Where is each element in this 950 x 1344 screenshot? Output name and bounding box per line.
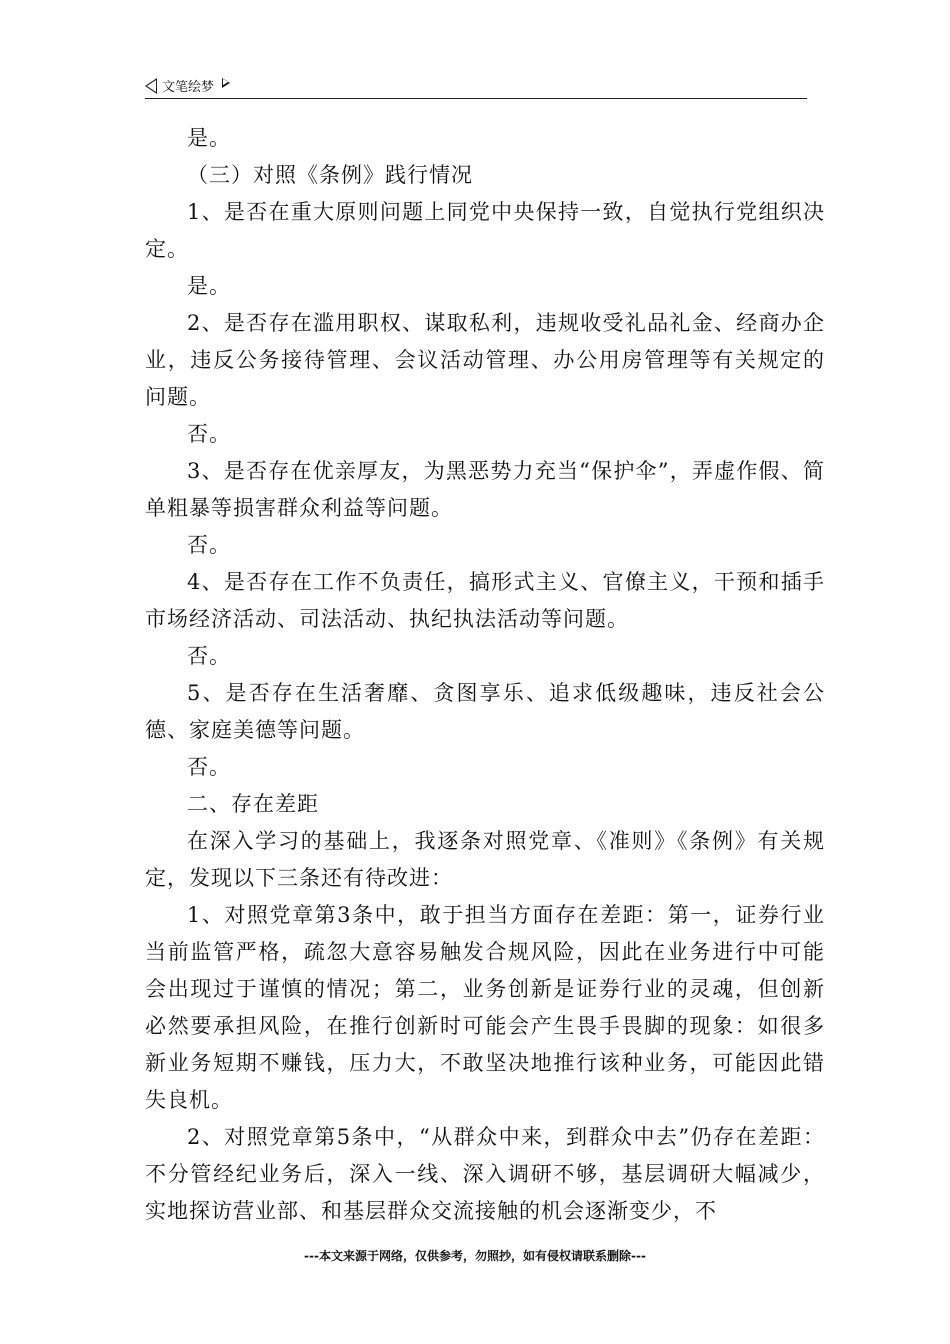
paragraph: 2、对照党章第5条中，“从群众中来，到群众中去”仍存在差距：不分管经纪业务后，深入一线、深入调研不够，基层调研大幅减少，实地探访营业部、和基层群众交流接触的机会逐渐变少，不 — [145, 1125, 825, 1223]
paragraph: 5、是否存在生活奢靡、贪图享乐、追求低级趣味，违反社会公德、家庭美德等问题。 — [145, 681, 825, 742]
paragraph: 3、是否存在优亲厚友，为黑恶势力充当“保护伞”，弄虚作假、简单粗暴等损害群众利益等问题。 — [145, 459, 825, 520]
document-body — [145, 120, 825, 1230]
header-title: 文笔绘梦 — [162, 80, 215, 95]
paragraph: 否。 — [187, 422, 231, 446]
page-header — [145, 74, 807, 99]
header-brand — [145, 76, 230, 95]
section-heading: （三）对照《条例》践行情况 — [187, 163, 473, 187]
paragraph: 否。 — [187, 755, 231, 779]
page-footer: ---本文来源于网络，仅供参考，勿照抄，如有侵权请联系删除--- — [304, 1249, 646, 1263]
paragraph: 2、是否存在滥用职权、谋取私利，违规收受礼品礼金、经商办企业，违反公务接待管理、会议活动管理、办公用房管理等有关规定的问题。 — [145, 311, 825, 409]
paragraph: 1、是否在重大原则问题上同党中央保持一致，自觉执行党组织决定。 — [145, 200, 825, 261]
section-heading: 二、存在差距 — [187, 792, 319, 816]
paragraph: 否。 — [187, 533, 231, 557]
paragraph: 在深入学习的基础上，我逐条对照党章、《准则》《条例》有关规定，发现以下三条还有待改进： — [145, 829, 825, 890]
paragraph: 是。 — [187, 274, 231, 298]
paragraph: 否。 — [187, 644, 231, 668]
paragraph: 是。 — [187, 126, 231, 150]
paragraph: 1、对照党章第3条中，敢于担当方面存在差距：第一，证券行业当前监管严格，疏忽大意容易触发合规风险，因此在业务进行中可能会出现过于谨慎的情况；第二，业务创新是证券行业的灵魂，但创新必然要承担风险，在推行创新时可能会产生畏手畏脚的现象：如很多新业务短期不赚钱，压力大，不敢坚决地推行该种业务，可能因此错失良机。 — [145, 903, 825, 1112]
left-triangle-icon — [145, 78, 157, 94]
right-triangle-icon — [222, 78, 230, 88]
paragraph: 4、是否存在工作不负责任，搞形式主义、官僚主义，干预和插手市场经济活动、司法活动、执纪执法活动等问题。 — [145, 570, 825, 631]
